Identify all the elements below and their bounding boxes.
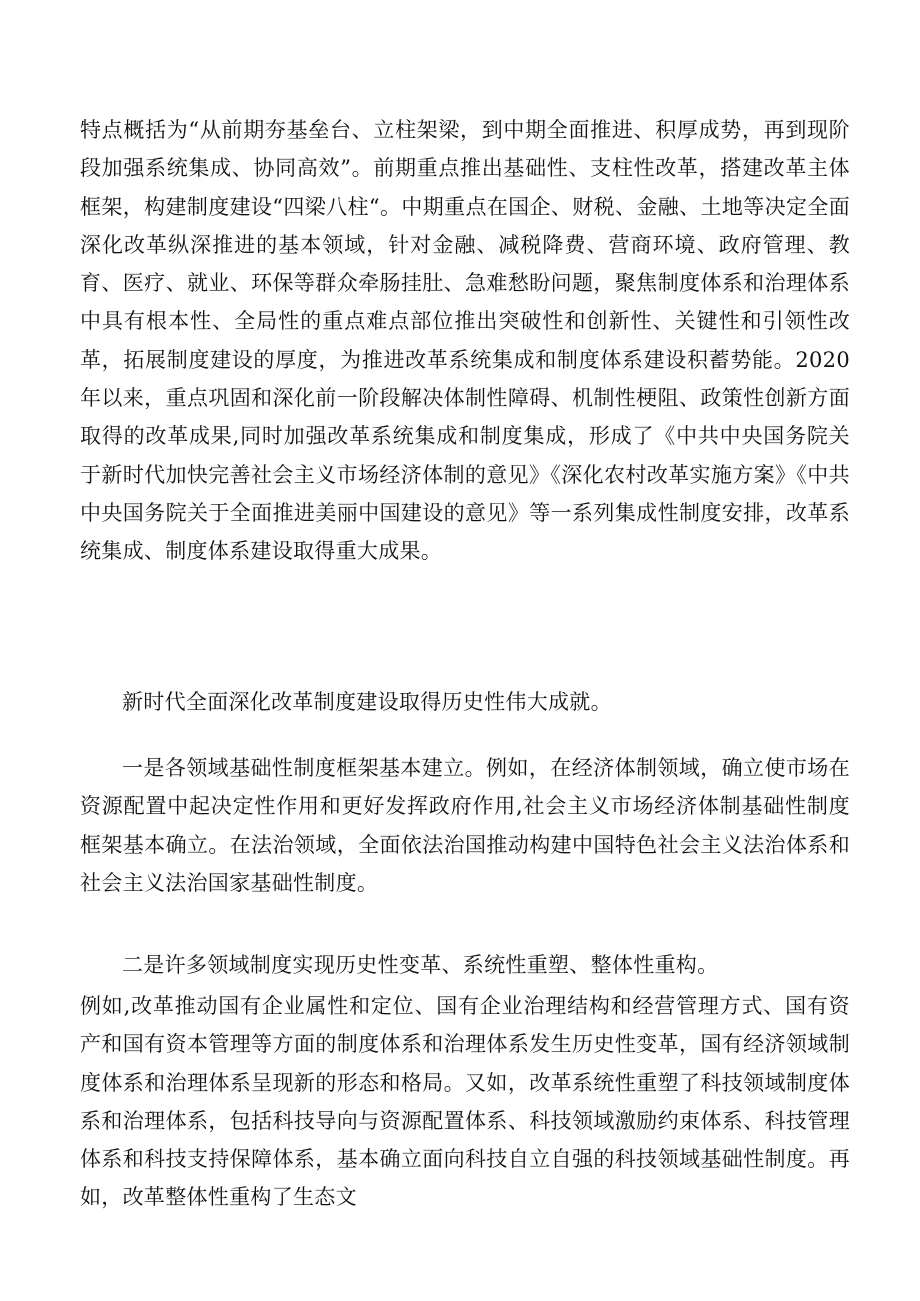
paragraph-achievements-heading: 新时代全面深化改革制度建设取得历史性伟大成就。 (122, 690, 612, 714)
paragraph-point-two-body: 例如,改革推动国有企业属性和定位、国有企业治理结构和经营管理方式、国有资产和国有资本管理等方面的制度体系和治理体系发生历史性变革，国有经济领域制度体系和治理体系呈现新的形态和格局。又如，改革系统性重塑了科技领域制度体系和治理体系，包括科技导向与资源配置体系、科技领域激励约束体系、科技管理体系和科技支持保障体系，基本确立面向科技自立自强的科技领域基础性制度。再如，改革整体性重构了生态文 (80, 994, 850, 1210)
paragraph-point-two-heading: 二是许多领域制度实现历史性变革、系统性重塑、整体性重构。 (122, 953, 719, 977)
paragraph-reform-stages: 特点概括为“从前期夯基垒台、立柱架梁，到中期全面推进、积厚成势，再到现阶段加强系统集成、协同高效”。前期重点推出基础性、支柱性改革，搭建改革主体框架，构建制度建设“四梁八柱“。中期重点在国企、财税、金融、土地等决定全面深化改革纵深推进的基本领域，针对金融、减税降费、营商环境、政府管理、教育、医疗、就业、环保等群众牵肠挂肚、急难愁盼问题，聚焦制度体系和治理体系中具有根本性、全局性的重点难点部位推出突破性和创新性、关键性和引领性改革，拓展制度建设的厚度，为推进改革系统集成和制度体系建设积蓄势能。2020年以来，重点巩固和深化前一阶段解决体制性障碍、机制性梗阻、政策性创新方面取得的改革成果,同时加强改革系统集成和制度集成，形成了《中共中央国务院关于新时代加快完善社会主义市场经济体制的意见》《深化农村改革实施方案》《中共中央国务院关于全面推进美丽中国建设的意见》等一系列集成性制度安排，改革系统集成、制度体系建设取得重大成果。 (80, 118, 850, 564)
paragraph-point-one: 一是各领域基础性制度框架基本建立。例如，在经济体制领域，确立使市场在资源配置中起决定性作用和更好发挥政府作用,社会主义市场经济体制基础性制度框架基本确立。在法治领域，全面依法治国推动构建中国特色社会主义法治体系和社会主义法治国家基础性制度。 (80, 756, 850, 895)
